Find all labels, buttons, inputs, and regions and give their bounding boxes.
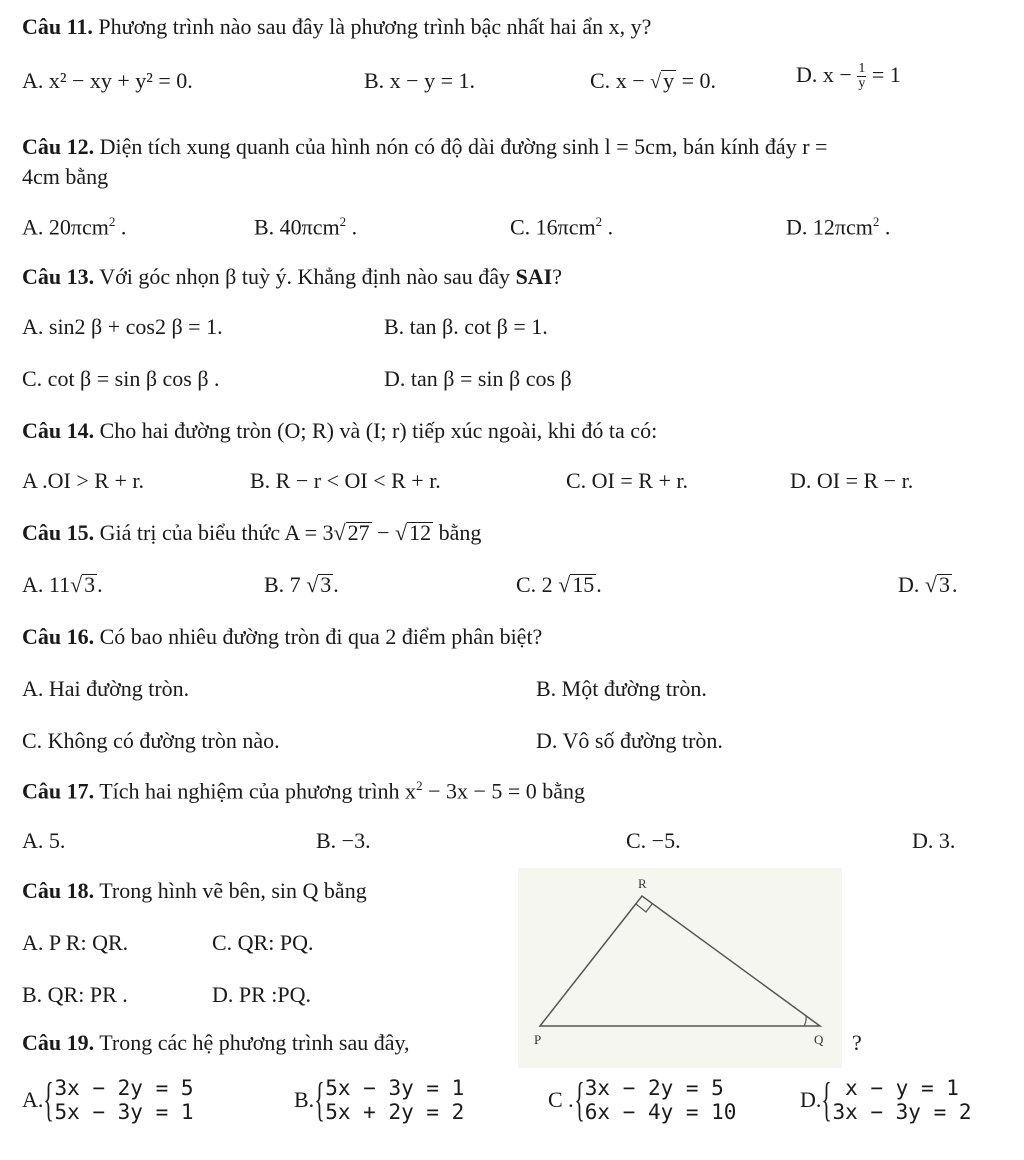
option-b[interactable]: B. R − r < OI < R + r. — [250, 468, 441, 493]
right-angle-mark — [636, 904, 652, 912]
question-number: Câu 19. — [22, 1030, 95, 1055]
question-text: Có bao nhiêu đường tròn đi qua 2 điểm phân biệt? — [99, 624, 543, 649]
triangle-figure — [518, 868, 842, 1068]
option-b[interactable]: B. −3. — [316, 828, 371, 853]
option-c[interactable]: C. x − √y = 0. — [590, 68, 717, 93]
option-b[interactable]: B. { 5x − 3y = 1 5x + 2y = 2 — [294, 1073, 465, 1126]
option-c[interactable]: C. Không có đường tròn nào. — [22, 728, 280, 753]
option-b[interactable]: B. 40πcm$^2$ . — [254, 214, 358, 240]
question-16 — [22, 624, 542, 650]
question-text: Giá trị của biểu thức A = 3 — [99, 520, 334, 545]
option-a[interactable]: A. sin2 β + cos2 β = 1. — [22, 314, 223, 339]
option-c[interactable]: C. 16πcm$^2$ . — [510, 214, 614, 240]
option-d[interactable]: D. PR :PQ. — [212, 982, 312, 1007]
option-b[interactable]: B. tan β. cot β = 1. — [384, 314, 548, 339]
question-number: Câu 13. — [22, 264, 95, 289]
question-17: Câu 17. Tích hai nghiệm của phương trình $x^2 - 3x - 5 = 0$ bằng — [22, 778, 586, 804]
option-d[interactable]: D. 12πcm$^2$ . — [786, 214, 891, 240]
option-c[interactable]: C. OI = R + r. — [566, 468, 688, 493]
option-a[interactable]: A. P R: QR. — [22, 930, 129, 955]
question-number: Câu 15. — [22, 520, 95, 545]
option-d[interactable]: D. OI = R − r. — [790, 468, 914, 493]
option-d[interactable]: D. { x − y = 1 3x − 3y = 2 — [800, 1073, 972, 1126]
question-text-end: ? — [852, 1030, 862, 1055]
question-text: Trong các hệ phương trình sau đây, — [99, 1030, 410, 1055]
question-text: Phương trình nào sau đây là phương trình bậc nhất hai ẩn x, y? — [98, 14, 652, 39]
option-a[interactable]: A. Hai đường tròn. — [22, 676, 190, 701]
question-text: Diện tích xung quanh của hình nón có độ dài đường sinh l = 5cm, bán kính đáy r = — [99, 134, 828, 159]
option-d[interactable]: D. √3. — [898, 572, 958, 597]
option-a[interactable]: A. x² − xy + y² = 0. — [22, 68, 193, 93]
question-number: Câu 16. — [22, 624, 95, 649]
question-19 — [22, 1030, 410, 1056]
option-c[interactable]: C . { 3x − 2y = 5 6x − 4y = 10 — [548, 1073, 737, 1126]
option-a[interactable]: A. 20πcm$^2$ . — [22, 214, 127, 240]
question-11 — [22, 14, 651, 40]
question-number: Câu 14. — [22, 418, 95, 443]
option-c[interactable]: C. −5. — [626, 828, 681, 853]
triangle-diagram — [518, 868, 842, 1068]
option-b[interactable]: B. QR: PR . — [22, 982, 128, 1007]
question-text: Trong hình vẽ bên, sin Q bằng — [99, 878, 367, 903]
option-d[interactable]: D. Vô số đường tròn. — [536, 728, 723, 753]
option-d[interactable]: D. 3. — [912, 828, 956, 853]
question-15: Câu 15. Giá trị của biểu thức A = 3√27 − √12 bằng — [22, 520, 482, 545]
option-b[interactable]: B. x − y = 1. — [364, 68, 475, 93]
vertex-r-label: R — [638, 876, 647, 891]
triangle-pqr — [540, 896, 820, 1026]
question-14 — [22, 418, 657, 444]
option-c[interactable]: C. 2 √15. — [516, 572, 602, 597]
option-c[interactable]: C. QR: PQ. — [212, 930, 314, 955]
option-a[interactable]: A. 11√3. — [22, 572, 103, 597]
angle-q-mark — [804, 1016, 806, 1026]
option-a[interactable]: A .OI > R + r. — [22, 468, 144, 493]
question-18 — [22, 878, 367, 904]
vertex-p-label: P — [534, 1032, 542, 1047]
fraction: $\frac{1}{y}$ — [858, 61, 866, 92]
question-text: Với góc nhọn β tuỳ ý. Khẳng định nào sau đây — [99, 264, 511, 289]
question-number: Câu 11. — [22, 14, 93, 39]
question-text-cont: 4cm bằng — [22, 164, 109, 189]
question-13: Câu 13. Với góc nhọn β tuỳ ý. Khẳng định nào sau đây SAI? — [22, 264, 563, 289]
option-a[interactable]: A. { 3x − 2y = 5 5x − 3y = 1 — [22, 1073, 194, 1126]
question-12 — [22, 134, 827, 160]
option-b[interactable]: B. Một đường tròn. — [536, 676, 707, 701]
question-number: Câu 17. — [22, 778, 95, 804]
option-d[interactable]: D. tan β = sin β cos β — [384, 366, 572, 391]
option-d[interactable]: D. x − $\frac{1}{y}$ = 1 — [796, 61, 901, 92]
question-text: Tích hai nghiệm của phương trình x — [99, 778, 417, 804]
question-number: Câu 12. — [22, 134, 95, 159]
vertex-q-label: Q — [814, 1032, 824, 1047]
option-a[interactable]: A. 5. — [22, 828, 66, 853]
question-text: Cho hai đường tròn (O; R) và (I; r) tiếp xúc ngoài, khi đó ta có: — [99, 418, 658, 443]
option-c[interactable]: C. cot β = sin β cos β . — [22, 366, 220, 391]
option-b[interactable]: B. 7 √3. — [264, 572, 339, 597]
question-number: Câu 18. — [22, 878, 95, 903]
